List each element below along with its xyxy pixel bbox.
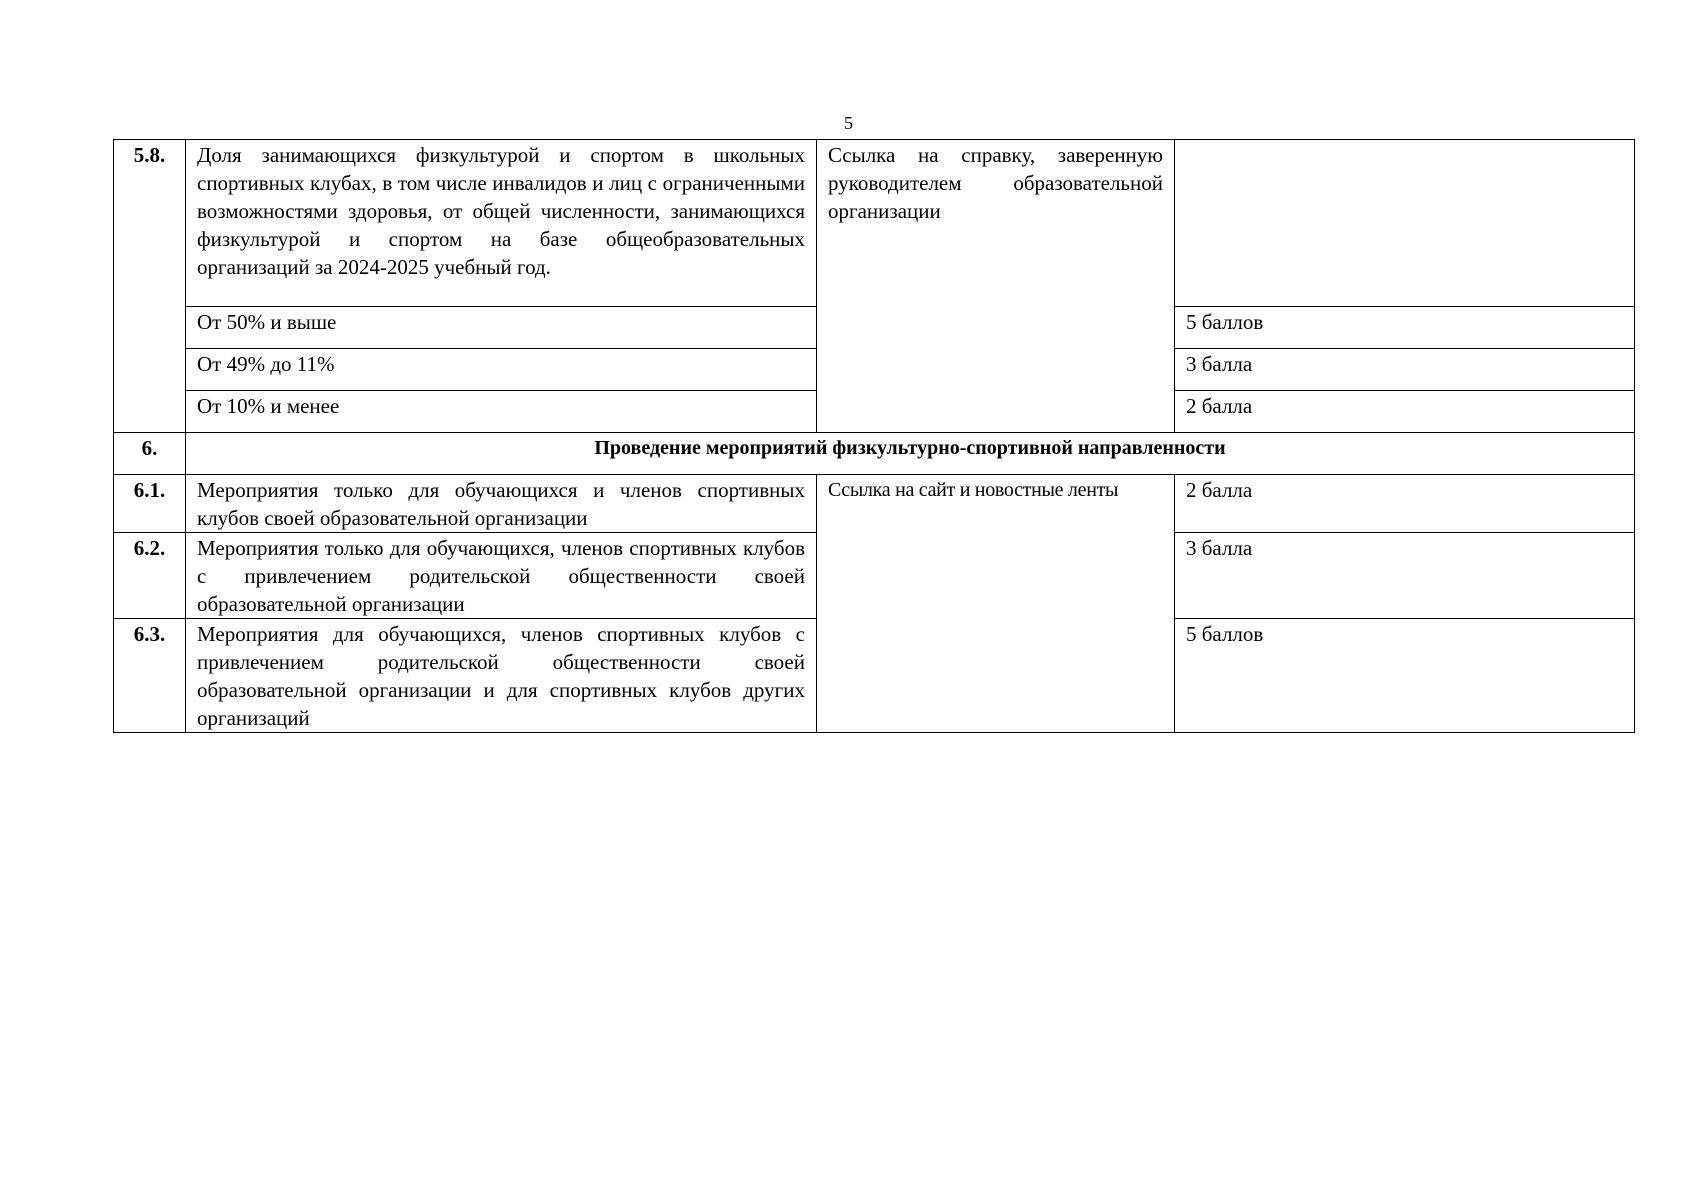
criterion-text: Доля занимающихся физкультурой и спортом в школьных спортивных клубах, в том числе инвалидов и лиц с ограниченными возможностями здоровья, от общей численности, занимающихся физкультурой и спортом на базе общеобразовательных организаций за 2024-2025 учебный год. [186,140,817,307]
confirmation-text: Ссылка на сайт и новостные ленты [817,475,1175,733]
score: 5 баллов [1175,619,1635,733]
table-row [114,475,1635,533]
page-number: 5 [844,113,853,133]
row-number: 5.8. [114,140,186,433]
option-label: От 49% до 11% [186,349,817,391]
row-number: 6.2. [114,533,186,619]
row-number: 6.3. [114,619,186,733]
score: 3 балла [1175,533,1635,619]
criteria-table [113,139,1635,733]
confirmation-text: Ссылка на справку, заверенную руководителем образовательной организации [817,140,1175,433]
option-score: 3 балла [1175,349,1635,391]
section-header-row [114,433,1635,475]
score: 2 балла [1175,475,1635,533]
option-label: От 10% и менее [186,391,817,433]
section-number: 6. [114,433,186,475]
option-score: 5 баллов [1175,307,1635,349]
criterion-text: Мероприятия только для обучающихся и членов спортивных клубов своей образовательной организации [186,475,817,533]
criterion-text: Мероприятия для обучающихся, членов спортивных клубов с привлечением родительской общественности своей образовательной организации и для спортивных клубов других организаций [186,619,817,733]
option-label: От 50% и выше [186,307,817,349]
score-cell-empty [1175,140,1635,307]
criterion-text: Мероприятия только для обучающихся, членов спортивных клубов с привлечением родительской общественности своей образовательной организации [186,533,817,619]
section-title: Проведение мероприятий физкультурно-спортивной направленности [186,433,1635,475]
table-row [114,140,1635,307]
row-number: 6.1. [114,475,186,533]
option-score: 2 балла [1175,391,1635,433]
